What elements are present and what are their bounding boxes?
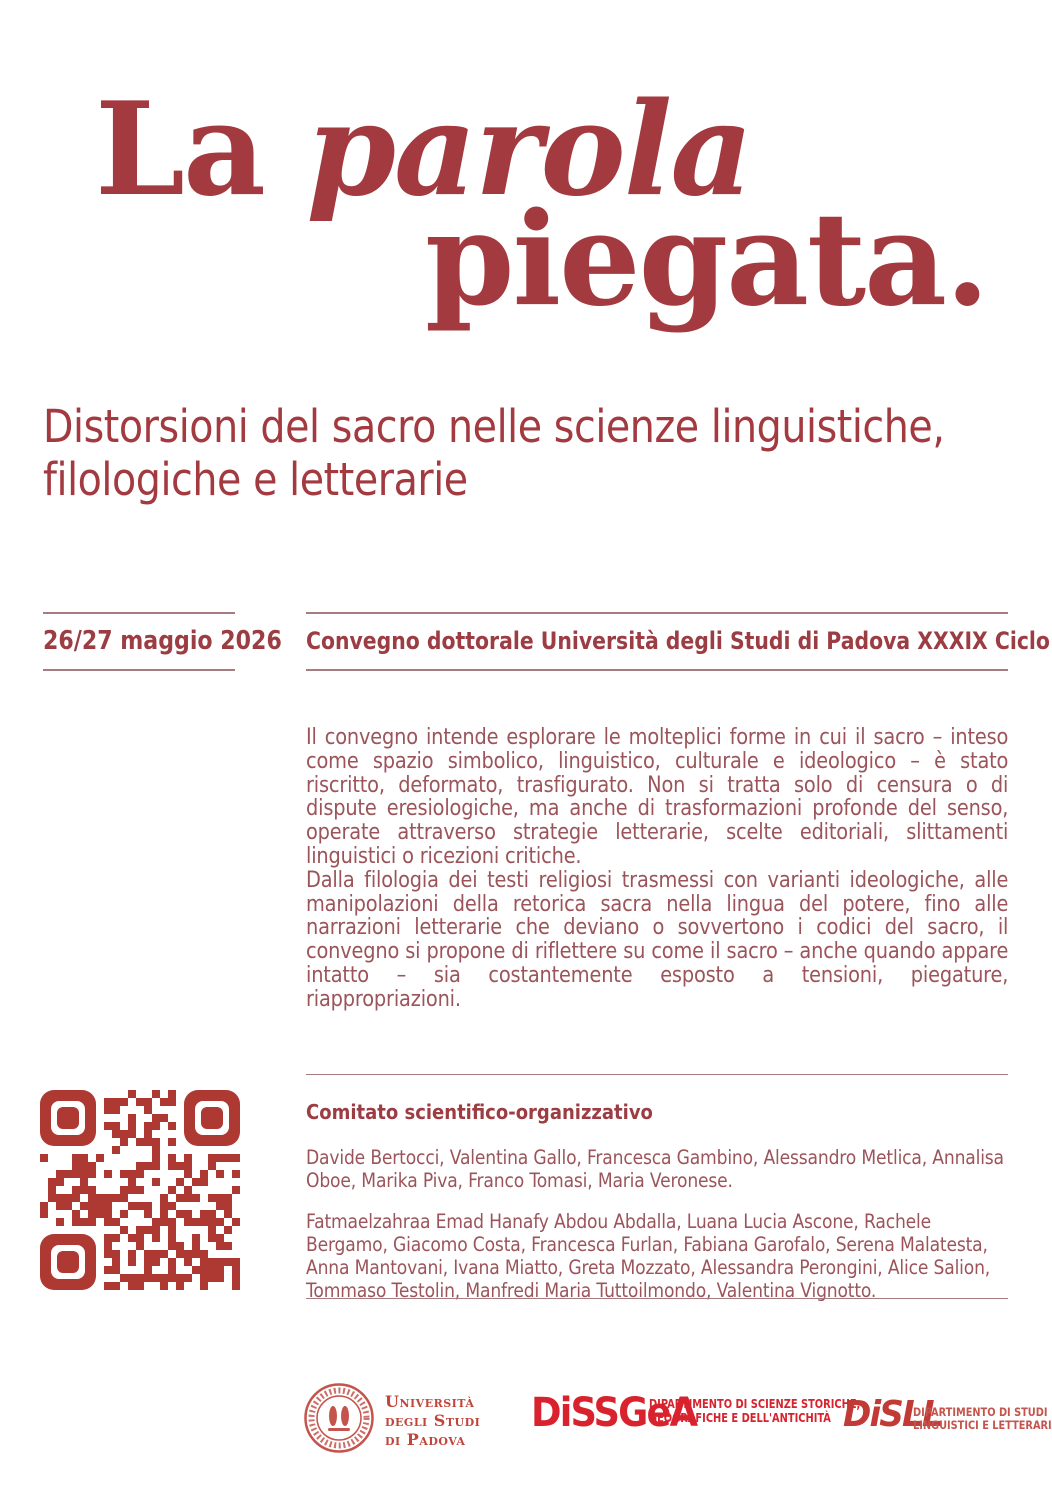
disll-caption-line-2: LINGUISTICI E LETTERARI: [913, 1418, 1052, 1432]
dissgea-caption: [649, 1398, 860, 1425]
date-box: [43, 612, 282, 671]
qr-code: [40, 1090, 240, 1290]
dissgea-caption-line-1: DIPARTIMENTO DI SCIENZE STORICHE,: [649, 1397, 861, 1411]
body-paragraph-2: Dalla filologia dei testi religiosi trasmessi con varianti ideologiche, alle manipolazioni della retorica sacra nella lingua del potere, fino alle narrazioni letterarie che deviano o sovvertono i codici del sacro, il convegno si propone di riflettere su come il sacro – anche quando appare intatto – sia costantemente esposto a tensioni, piegature, riappropriazioni.: [306, 867, 1009, 1012]
unipd-line-2: degli Studi: [385, 1411, 481, 1430]
event-date: 26/27 maggio 2026: [43, 626, 282, 656]
body-paragraph-1: Il convegno intende esplorare le molteplici forme in cui il sacro – inteso come spazio simbolico, linguistico, culturale e ideologico – è stato riscritto, deformato, trasfigurato. Non si tratta solo di censura o di dispute eresiologiche, ma anche di trasformazioni profonde del senso, operate attraverso strategie letterarie, scelte editoriali, slittamenti linguistici o ricezioni critiche.: [306, 725, 1009, 869]
dissgea-caption-line-2: GEOGRAFICHE E DELL'ANTICHITÀ: [649, 1410, 831, 1425]
dissgea-logo: DiSSGeA: [531, 1390, 697, 1436]
event-name: Convegno dottorale Università degli Studi di Padova XXXIX Ciclo: [306, 627, 1050, 655]
poster-subtitle: Distorsioni del sacro nelle scienze linguistiche, filologiche e letterarie: [43, 400, 945, 506]
committee-top-rule: [306, 1074, 1008, 1075]
title-line-2: [425, 185, 988, 335]
disll-caption-line-1: DIPARTIMENTO DI STUDI: [913, 1405, 1048, 1419]
committee-heading: Comitato scientifico-organizzativo: [306, 1100, 653, 1124]
title-word-piegata: piegata.: [425, 185, 988, 335]
title-word-la: La: [95, 75, 264, 225]
body-text: [306, 726, 1008, 1012]
committee-group-2: Fatmaelzahraa Emad Hanafy Abdou Abdalla, Luana Lucia Ascone, Rachele Bergamo, Giacomo Costa, Francesca Furlan, Fabiana Garofalo, Serena Malatesta, Anna Mantovani, Ivana Miatto, Greta Mozzato, Alessandra Perongini, Alice Salion, Tommaso Testolin, Manfredi Maria Tuttoilmondo, Valentina Vignotto.: [306, 1210, 991, 1302]
unipd-line-3: di Padova: [385, 1430, 466, 1449]
unipd-line-1: Università: [385, 1392, 475, 1411]
unipd-logo-text: [385, 1392, 480, 1449]
unipd-seal-icon: [303, 1382, 375, 1454]
disll-caption: [913, 1406, 1052, 1432]
disll-logo: DiSLL: [843, 1394, 942, 1435]
poster-title: [95, 75, 988, 335]
event-box: [306, 612, 1050, 671]
title-word-parola: parola: [306, 75, 752, 225]
committee-group-1: Davide Bertocci, Valentina Gallo, Francesca Gambino, Alessandro Metlica, Annalisa Oboe, Marika Piva, Franco Tomasi, Maria Veronese.: [306, 1146, 1004, 1192]
committee-bottom-rule: [306, 1298, 1008, 1299]
